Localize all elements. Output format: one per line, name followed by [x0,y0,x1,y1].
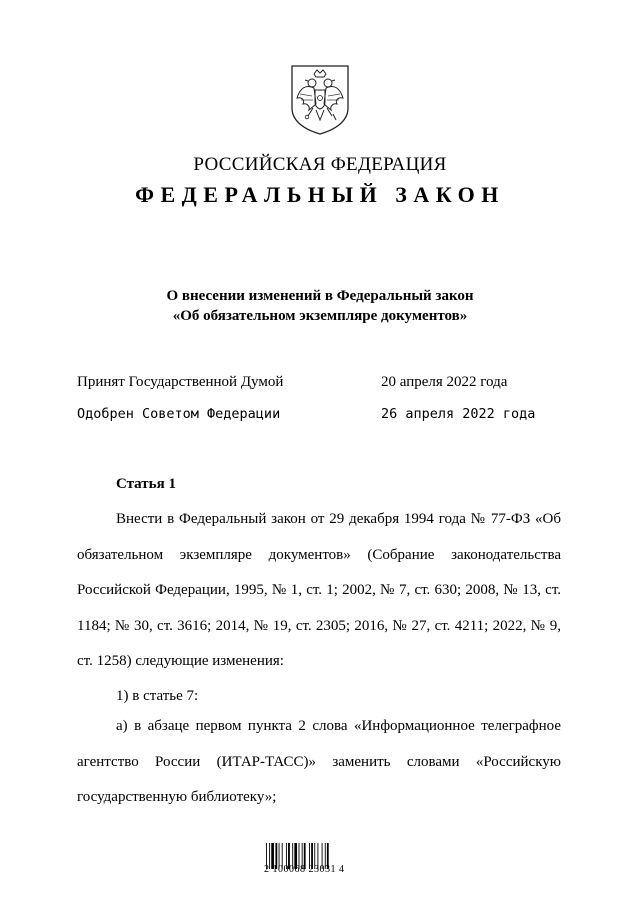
article-heading: Статья 1 [116,476,176,492]
article-paragraph-3: а) в абзаце первом пункта 2 слова «Информационное телеграфное агентство России (ИТАР-ТАСС)» заменить словами «Российскую государственную библиотеку»; [77,718,561,805]
article-paragraph-1: Внести в Федеральный закон от 29 декабря 1994 года № 77-ФЗ «Об обязательном экземпляре документов» (Собрание законодательства Российской Федерации, 1995, № 1, ст. 1; 2002, № 7, ст. 630; 2008, № 13, ст. 1184; № 30, ст. 3616; 2014, № 19, ст. 2305; 2016, № 27, ст. 4211; 2022, № 9, ст. 1258) следующие изменения: [77,511,561,669]
article-paragraph-2: 1) в статье 7: [116,688,199,704]
law-title-line-2: «Об обязательном экземпляре документов» [172,308,468,324]
approval-council-label: Одобрен Советом Федерации [77,406,281,422]
document-type: ФЕДЕРАЛЬНЫЙ ЗАКОН [135,182,505,207]
approval-duma-date: 20 апреля 2022 года [381,374,508,390]
law-title-line-1: О внесении изменений в Федеральный закон [166,288,474,304]
country-name: РОССИЙСКАЯ ФЕДЕРАЦИЯ [193,154,447,175]
barcode-number: 2 100068 23031 4 [264,864,345,875]
russian-coat-of-arms-icon [288,64,352,136]
approval-duma-label: Принят Государственной Думой [77,374,284,390]
law-title [0,286,640,326]
approval-council-date: 26 апреля 2022 года [381,406,536,422]
